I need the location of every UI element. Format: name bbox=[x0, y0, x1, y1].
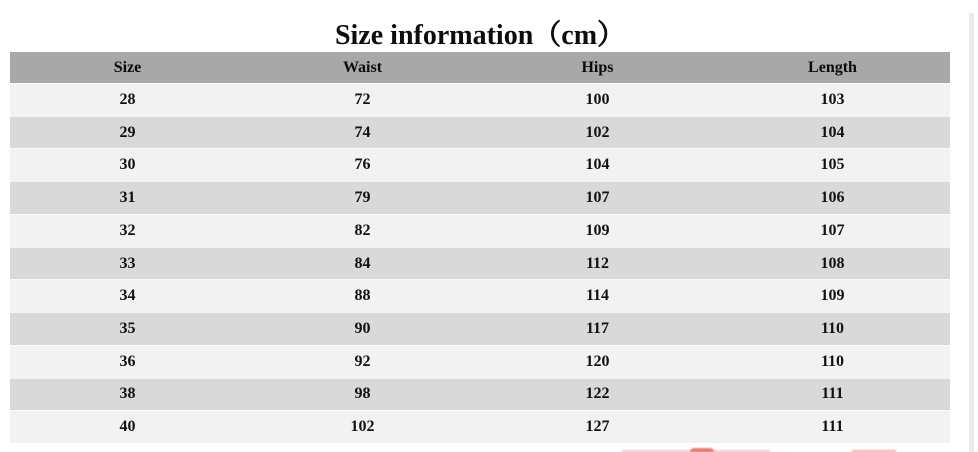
table-cell: 100 bbox=[585, 90, 610, 108]
table-row bbox=[10, 181, 950, 214]
table-cell: 32 bbox=[119, 221, 136, 239]
table-cell: 31 bbox=[119, 189, 136, 207]
table-cell: 29 bbox=[119, 123, 136, 141]
table-cell: 35 bbox=[119, 320, 136, 337]
right-edge-strip bbox=[969, 13, 974, 452]
table-cell: 30 bbox=[119, 156, 136, 174]
table-cell: 111 bbox=[821, 418, 844, 436]
table-cell: 104 bbox=[820, 123, 845, 141]
table-body bbox=[10, 83, 950, 443]
table-cell: 82 bbox=[354, 221, 371, 239]
table-cell: 33 bbox=[119, 254, 136, 272]
table-row bbox=[10, 116, 950, 149]
table-cell: 98 bbox=[354, 385, 371, 403]
table-cell: 102 bbox=[350, 418, 375, 436]
table-cell: 88 bbox=[354, 287, 371, 305]
table-cell: 108 bbox=[820, 254, 845, 272]
header-cell: Hips bbox=[581, 58, 614, 76]
table-cell: 127 bbox=[585, 418, 610, 436]
table-row bbox=[10, 214, 950, 247]
table-cell: 114 bbox=[585, 287, 610, 305]
table-row bbox=[10, 312, 950, 345]
table-row bbox=[10, 148, 950, 181]
table-cell: 79 bbox=[354, 189, 371, 207]
table-cell: 38 bbox=[119, 385, 136, 403]
table-cell: 117 bbox=[585, 320, 610, 337]
table-row bbox=[10, 410, 950, 443]
table-cell: 109 bbox=[585, 221, 610, 239]
table-cell: 90 bbox=[354, 320, 371, 337]
table-row bbox=[10, 345, 950, 378]
table-cell: 105 bbox=[820, 156, 845, 174]
table-cell: 28 bbox=[119, 90, 136, 108]
table-cell: 102 bbox=[585, 123, 610, 141]
header-cell: Size bbox=[113, 58, 142, 76]
table-row bbox=[10, 378, 950, 411]
table-cell: 84 bbox=[354, 254, 371, 272]
header-cell: Waist bbox=[342, 58, 383, 76]
table-row bbox=[10, 279, 950, 312]
table-cell: 110 bbox=[820, 352, 845, 370]
table-cell: 72 bbox=[354, 90, 371, 108]
table-cell: 40 bbox=[119, 418, 136, 436]
table-cell: 106 bbox=[820, 189, 845, 207]
table-row bbox=[10, 83, 950, 116]
table-cell: 110 bbox=[820, 320, 845, 337]
table-cell: 107 bbox=[585, 189, 610, 207]
table-cell: 120 bbox=[585, 352, 610, 370]
table-row bbox=[10, 247, 950, 280]
size-table bbox=[10, 52, 950, 443]
page-title: Size information（cm） bbox=[334, 20, 626, 51]
table-cell: 74 bbox=[354, 123, 371, 141]
table-header-row bbox=[10, 52, 950, 83]
table-cell: 103 bbox=[820, 90, 845, 108]
table-cell: 122 bbox=[585, 385, 610, 403]
table-cell: 112 bbox=[585, 254, 610, 272]
table-cell: 92 bbox=[354, 352, 371, 370]
table-cell: 76 bbox=[354, 156, 371, 174]
header-cell: Length bbox=[808, 58, 857, 76]
table-cell: 104 bbox=[585, 156, 610, 174]
table-cell: 36 bbox=[119, 352, 136, 370]
table-cell: 107 bbox=[820, 221, 845, 239]
table-cell: 109 bbox=[820, 287, 845, 305]
table-cell: 34 bbox=[119, 287, 136, 305]
table-cell: 111 bbox=[821, 385, 844, 403]
